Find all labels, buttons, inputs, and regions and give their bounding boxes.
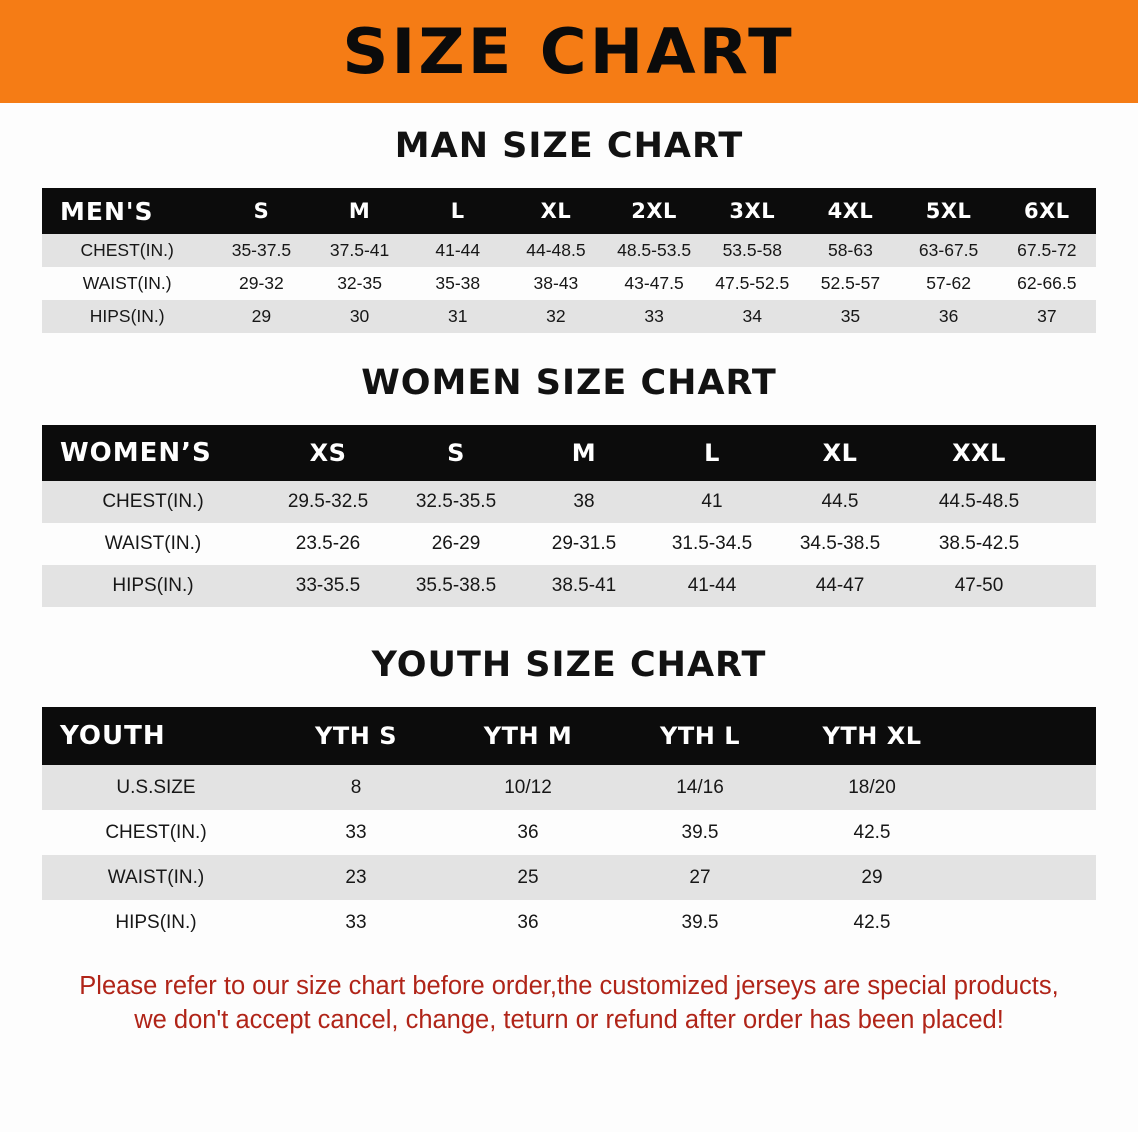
column-header: XXL — [904, 425, 1054, 481]
column-header: L — [648, 425, 776, 481]
row-label: WAIST(IN.) — [42, 267, 212, 300]
column-header: 2XL — [605, 188, 703, 234]
table-cell: 36 — [900, 300, 998, 333]
table-cell: 44.5 — [776, 481, 904, 523]
row-label: CHEST(IN.) — [42, 810, 270, 855]
table-header-row — [42, 188, 1096, 234]
table-cell: 62-66.5 — [998, 267, 1096, 300]
table-cell: 57-62 — [900, 267, 998, 300]
table-cell: 38.5-42.5 — [904, 523, 1054, 565]
table-cell: 35-37.5 — [212, 234, 310, 267]
cell-spacer — [1054, 565, 1096, 607]
column-header: YTH XL — [786, 707, 958, 765]
row-label: HIPS(IN.) — [42, 900, 270, 945]
table-row — [42, 481, 1096, 523]
table-cell: 44.5-48.5 — [904, 481, 1054, 523]
table-cell: 52.5-57 — [801, 267, 899, 300]
table-cell: 36 — [442, 900, 614, 945]
table-cell: 39.5 — [614, 810, 786, 855]
table-cell: 35.5-38.5 — [392, 565, 520, 607]
row-label: HIPS(IN.) — [42, 565, 264, 607]
table-cell: 33 — [270, 900, 442, 945]
table-cell: 67.5-72 — [998, 234, 1096, 267]
table-cell: 38 — [520, 481, 648, 523]
table-cell: 29 — [786, 855, 958, 900]
table-cell: 35-38 — [409, 267, 507, 300]
table-cell: 37.5-41 — [310, 234, 408, 267]
column-header: 4XL — [801, 188, 899, 234]
table-header-row — [42, 425, 1096, 481]
table-row — [42, 234, 1096, 267]
header-spacer — [958, 707, 1096, 765]
table-header-row — [42, 707, 1096, 765]
table-cell: 26-29 — [392, 523, 520, 565]
table-cell: 30 — [310, 300, 408, 333]
row-label: HIPS(IN.) — [42, 300, 212, 333]
table-cell: 29-31.5 — [520, 523, 648, 565]
table-cell: 41-44 — [648, 565, 776, 607]
table-cell: 35 — [801, 300, 899, 333]
youth-corner-label: YOUTH — [42, 707, 270, 765]
table-cell: 34.5-38.5 — [776, 523, 904, 565]
table-cell: 63-67.5 — [900, 234, 998, 267]
table-cell: 29.5-32.5 — [264, 481, 392, 523]
table-row — [42, 855, 1096, 900]
header-spacer — [1054, 425, 1096, 481]
women-corner-label: WOMEN’S — [42, 425, 264, 481]
row-label: WAIST(IN.) — [42, 523, 264, 565]
column-header: S — [392, 425, 520, 481]
women-section-title: WOMEN SIZE CHART — [361, 363, 777, 403]
policy-note — [64, 969, 1074, 1038]
table-cell: 42.5 — [786, 810, 958, 855]
cell-spacer — [958, 765, 1096, 810]
table-cell: 14/16 — [614, 765, 786, 810]
table-cell: 47.5-52.5 — [703, 267, 801, 300]
table-cell: 10/12 — [442, 765, 614, 810]
column-header: YTH L — [614, 707, 786, 765]
table-cell: 43-47.5 — [605, 267, 703, 300]
table-cell: 58-63 — [801, 234, 899, 267]
column-header: YTH M — [442, 707, 614, 765]
column-header: YTH S — [270, 707, 442, 765]
column-header: S — [212, 188, 310, 234]
policy-note-line-2: we don't accept cancel, change, teturn or refund after order has been placed! — [134, 1006, 1004, 1035]
table-cell: 27 — [614, 855, 786, 900]
table-cell: 33-35.5 — [264, 565, 392, 607]
row-label: U.S.SIZE — [42, 765, 270, 810]
table-row — [42, 765, 1096, 810]
column-header: 3XL — [703, 188, 801, 234]
column-header: M — [310, 188, 408, 234]
man-section-title: MAN SIZE CHART — [394, 126, 744, 166]
cell-spacer — [1054, 523, 1096, 565]
cell-spacer — [958, 855, 1096, 900]
table-cell: 53.5-58 — [703, 234, 801, 267]
table-cell: 18/20 — [786, 765, 958, 810]
table-cell: 29 — [212, 300, 310, 333]
table-row — [42, 267, 1096, 300]
column-header: XL — [776, 425, 904, 481]
policy-note-line-1: Please refer to our size chart before order,the customized jerseys are special products, — [79, 972, 1059, 1000]
table-cell: 36 — [442, 810, 614, 855]
women-size-table — [42, 425, 1096, 607]
table-cell: 48.5-53.5 — [605, 234, 703, 267]
table-cell: 47-50 — [904, 565, 1054, 607]
table-cell: 32.5-35.5 — [392, 481, 520, 523]
table-cell: 29-32 — [212, 267, 310, 300]
table-cell: 41 — [648, 481, 776, 523]
table-cell: 23.5-26 — [264, 523, 392, 565]
table-cell: 25 — [442, 855, 614, 900]
row-label: WAIST(IN.) — [42, 855, 270, 900]
table-row — [42, 300, 1096, 333]
table-cell: 31 — [409, 300, 507, 333]
table-cell: 42.5 — [786, 900, 958, 945]
cell-spacer — [1054, 481, 1096, 523]
table-row — [42, 900, 1096, 945]
table-cell: 33 — [270, 810, 442, 855]
column-header: 6XL — [998, 188, 1096, 234]
table-cell: 8 — [270, 765, 442, 810]
table-cell: 41-44 — [409, 234, 507, 267]
table-cell: 37 — [998, 300, 1096, 333]
column-header: L — [409, 188, 507, 234]
table-cell: 38.5-41 — [520, 565, 648, 607]
row-label: CHEST(IN.) — [42, 234, 212, 267]
table-cell: 33 — [605, 300, 703, 333]
cell-spacer — [958, 900, 1096, 945]
table-cell: 23 — [270, 855, 442, 900]
table-cell: 44-47 — [776, 565, 904, 607]
page-title: SIZE CHART — [342, 14, 796, 88]
table-cell: 44-48.5 — [507, 234, 605, 267]
column-header: 5XL — [900, 188, 998, 234]
table-cell: 39.5 — [614, 900, 786, 945]
man-size-table — [42, 188, 1096, 333]
table-cell: 32 — [507, 300, 605, 333]
column-header: XS — [264, 425, 392, 481]
column-header: XL — [507, 188, 605, 234]
table-row — [42, 523, 1096, 565]
table-cell: 31.5-34.5 — [648, 523, 776, 565]
table-cell: 32-35 — [310, 267, 408, 300]
table-row — [42, 565, 1096, 607]
table-row — [42, 810, 1096, 855]
youth-section-title: YOUTH SIZE CHART — [371, 645, 767, 685]
table-cell: 34 — [703, 300, 801, 333]
column-header: M — [520, 425, 648, 481]
row-label: CHEST(IN.) — [42, 481, 264, 523]
men-corner-label: MEN'S — [42, 188, 212, 234]
header-banner — [0, 0, 1138, 103]
table-cell: 38-43 — [507, 267, 605, 300]
youth-size-table — [42, 707, 1096, 945]
cell-spacer — [958, 810, 1096, 855]
